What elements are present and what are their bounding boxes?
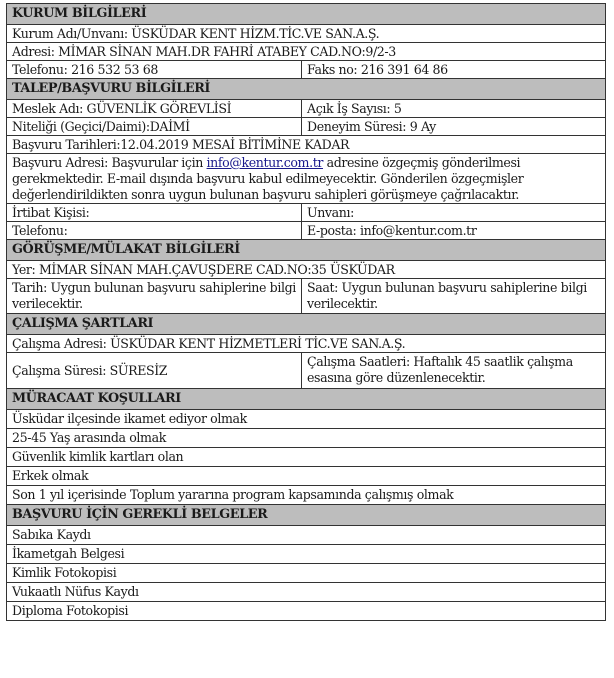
basvuru-tarihleri-row (6, 136, 606, 154)
contact-row (6, 222, 606, 240)
kurum-fax: Faks no: 216 391 64 86 (307, 61, 448, 77)
job-posting-form (6, 3, 606, 621)
basvuru-tarihleri: Başvuru Tarihleri:12.04.2019 MESAİ BİTİMİNE KADAR (12, 136, 350, 152)
calisma-suresi: Çalışma Süresi: SÜRESİZ (7, 353, 302, 388)
list-item (6, 545, 606, 564)
kurum-phone: Telefonu: 216 532 53 68 (7, 61, 302, 79)
muracaat-item: Erkek olmak (12, 468, 89, 483)
belge-item: Sabıka Kaydı (12, 527, 91, 542)
list-item (6, 526, 606, 545)
basvuru-adresi-row (6, 154, 606, 204)
section-title: KURUM BİLGİLERİ (12, 6, 147, 21)
belge-item: İkametgah Belgesi (12, 546, 125, 561)
section-title: ÇALIŞMA ŞARTLARI (12, 316, 154, 331)
muracaat-item: Son 1 yıl içerisinde Toplum yararına program kapsamında çalışmış olmak (12, 487, 454, 502)
list-item (6, 467, 606, 486)
meslek-adi: Meslek Adı: GÜVENLİK GÖREVLİSİ (7, 100, 302, 118)
kurum-name-row (6, 25, 606, 43)
acik-is-sayisi: Açık İş Sayısı: 5 (307, 100, 402, 116)
gorusme-yer-row (6, 261, 606, 279)
gorusme-saat: Saat: Uygun bulunan başvuru sahiplerine bilgi verilecektir. (307, 280, 587, 311)
basvuru-adresi (7, 154, 605, 203)
deneyim-suresi: Deneyim Süresi: 9 Ay (307, 118, 436, 134)
niteligi: Niteliği (Geçici/Daimi):DAİMİ (7, 118, 302, 136)
muracaat-item: 25-45 Yaş arasında olmak (12, 430, 166, 445)
section-header-muracaat (6, 389, 606, 410)
list-item (6, 410, 606, 429)
section-title: GÖRÜŞME/MÜLAKAT BİLGİLERİ (12, 242, 240, 257)
basvuru-adresi-suffix: adresine özgeçmiş gönderilmesi gerekmektedir. E-mail dışında başvuru kabul edilmeyecektir. Gönderilen özgeçmişler değerlendirildikten sonra uygun bulunan başvuru sahipleri görüşmeye çağrılacaktır. (12, 155, 524, 202)
section-header-calisma (6, 314, 606, 335)
meslek-row (6, 100, 606, 118)
irtibat-row (6, 204, 606, 222)
muracaat-item: Güvenlik kimlik kartları olan (12, 449, 184, 464)
section-header-belgeler (6, 505, 606, 526)
calisma-saatleri: Çalışma Saatleri: Haftalık 45 saatlik çalışma esasına göre düzenlenecektir. (307, 354, 573, 385)
contact-email: E-posta: info@kentur.com.tr (307, 222, 477, 238)
belge-item: Diploma Fotokopisi (12, 603, 129, 618)
gorusme-yer: Yer: MİMAR SİNAN MAH.ÇAVUŞDERE CAD.NO:35 ÜSKÜDAR (12, 261, 395, 277)
gorusme-tarih: Tarih: Uygun bulunan başvuru sahiplerine bilgi verilecektir. (7, 279, 302, 313)
calisma-adresi: Çalışma Adresi: ÜSKÜDAR KENT HİZMETLERİ TİC.VE SAN.A.Ş. (12, 335, 406, 351)
section-title: BAŞVURU İÇİN GEREKLİ BELGELER (12, 507, 268, 522)
kurum-phone-row (6, 61, 606, 79)
gorusme-tarih-saat-row (6, 279, 606, 314)
belge-item: Kimlik Fotokopisi (12, 565, 117, 580)
nitelik-row (6, 118, 606, 136)
calisma-adres-row (6, 335, 606, 353)
email-link[interactable]: info@kentur.com.tr (206, 155, 323, 170)
calisma-sure-row (6, 353, 606, 389)
belge-item: Vukaatlı Nüfus Kaydı (12, 584, 139, 599)
list-item (6, 486, 606, 505)
kurum-address-row (6, 43, 606, 61)
kurum-name: Kurum Adı/Unvanı: ÜSKÜDAR KENT HİZM.TİC.VE SAN.A.Ş. (12, 25, 380, 41)
kurum-address: Adresi: MİMAR SİNAN MAH.DR FAHRİ ATABEY CAD.NO:9/2-3 (12, 43, 396, 59)
section-header-talep (6, 79, 606, 100)
section-header-kurum (6, 3, 606, 25)
contact-phone: Telefonu: (7, 222, 302, 240)
section-header-gorusme (6, 240, 606, 261)
section-title: TALEP/BAŞVURU BİLGİLERİ (12, 81, 211, 96)
list-item (6, 429, 606, 448)
list-item (6, 602, 606, 621)
muracaat-item: Üsküdar ilçesinde ikamet ediyor olmak (12, 411, 247, 426)
list-item (6, 583, 606, 602)
list-item (6, 448, 606, 467)
basvuru-adresi-prefix: Başvuru Adresi: Başvurular için (12, 155, 207, 170)
irtibat-unvani: Unvanı: (307, 204, 354, 220)
list-item (6, 564, 606, 583)
section-title: MÜRACAAT KOŞULLARI (12, 391, 181, 406)
irtibat-kisisi: İrtibat Kişisi: (7, 204, 302, 222)
